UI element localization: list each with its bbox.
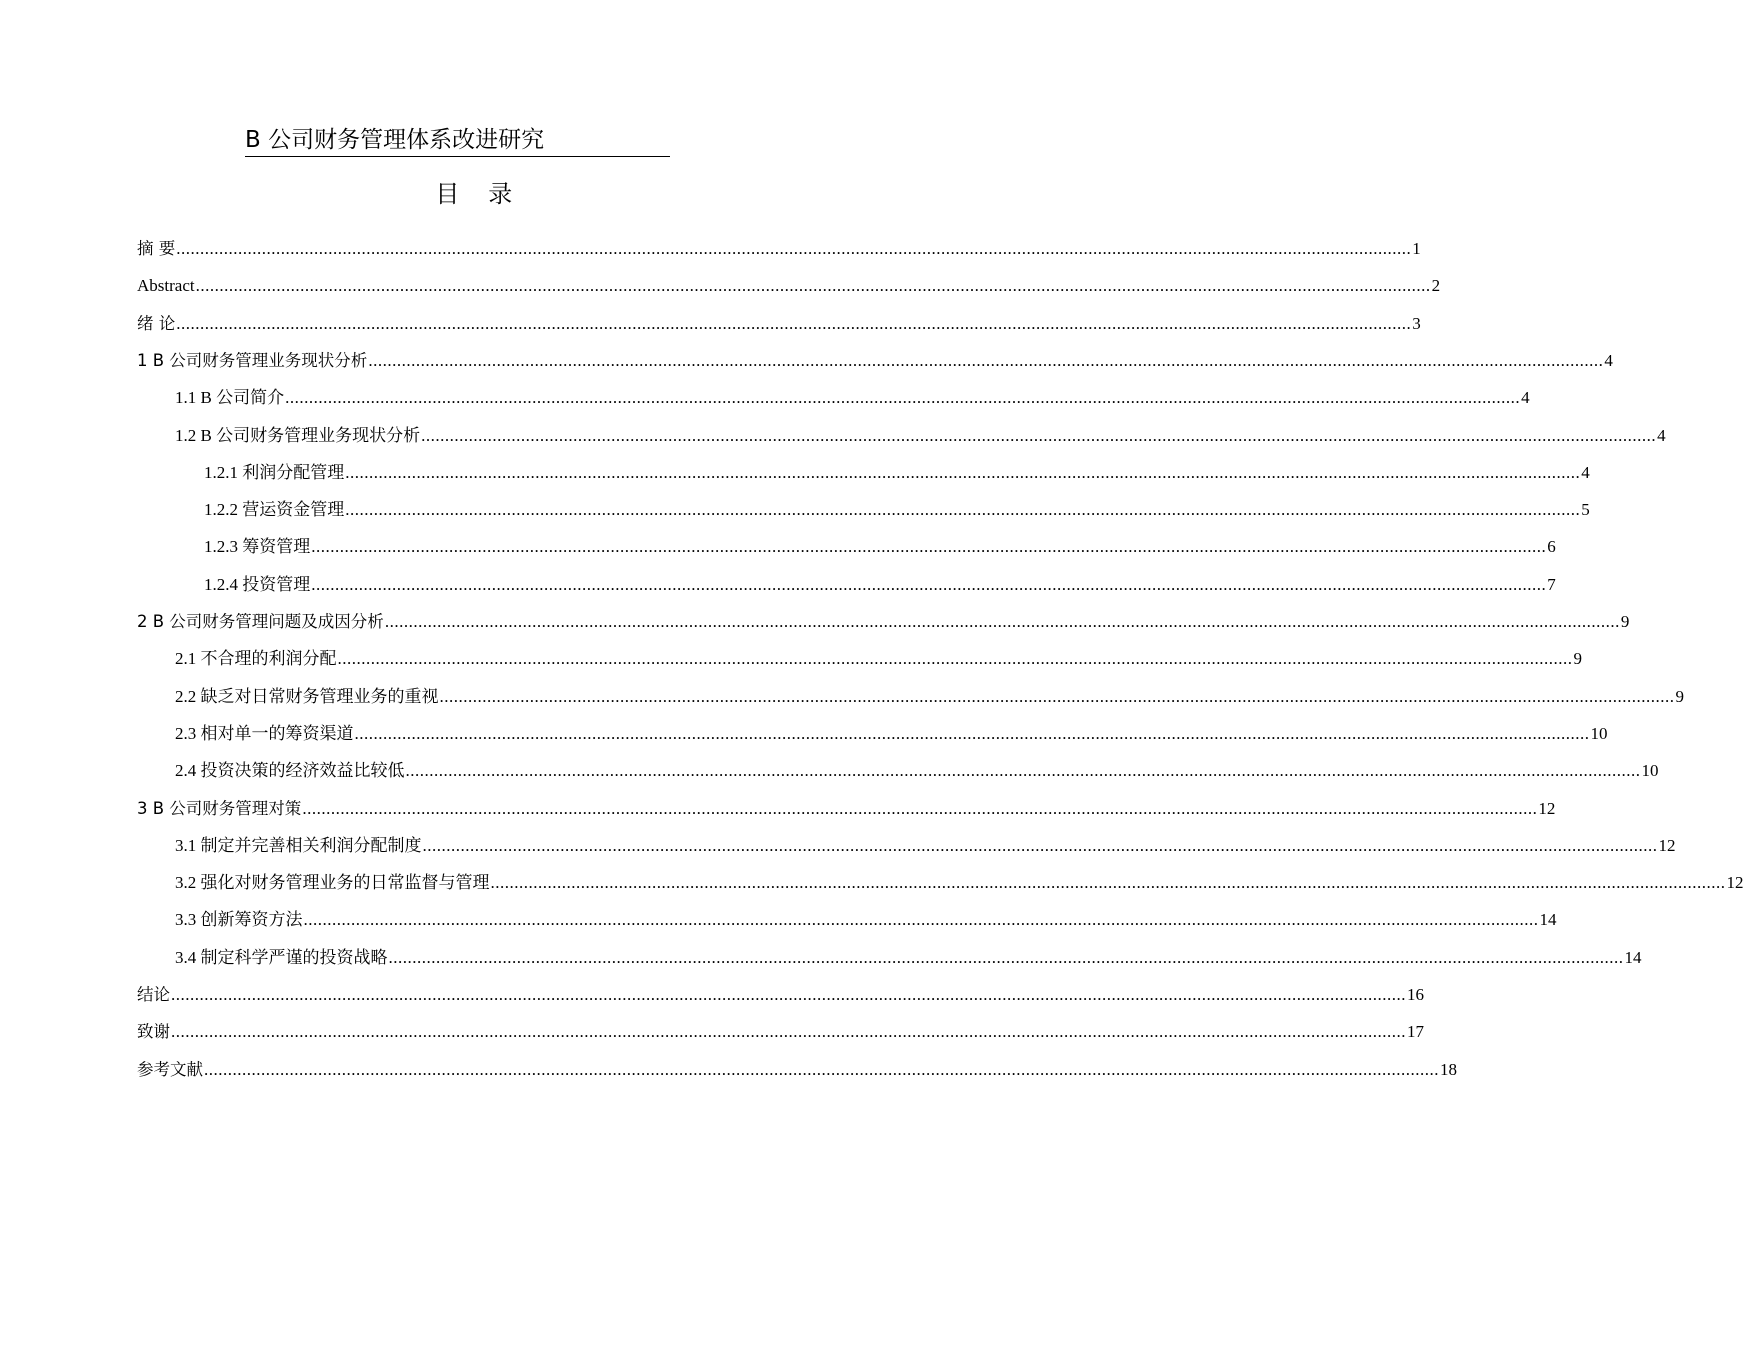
toc-entry-page-number: 12 xyxy=(1726,873,1744,893)
toc-entry-page-number: 10 xyxy=(1641,761,1659,781)
toc-dot-leader: .................................................................................................................................................................................................................................................................... xyxy=(439,686,1675,706)
toc-entry[interactable] xyxy=(175,752,1659,789)
toc-entry-page-number: 1 xyxy=(1412,239,1421,258)
toc-entry-label: 2.2 缺乏对日常财务管理业务的重视 xyxy=(175,686,439,706)
toc-entry-label: 结论 xyxy=(137,985,170,1004)
toc-entry[interactable] xyxy=(137,1051,1457,1088)
toc-entry[interactable] xyxy=(175,678,1684,715)
toc-entry-label: 致谢 xyxy=(137,1022,170,1042)
toc-entry[interactable] xyxy=(137,342,1613,379)
toc-entry[interactable] xyxy=(137,267,1441,304)
toc-dot-leader: .................................................................................................................................................................................................................................................................... xyxy=(171,985,1406,1004)
toc-dot-leader: .................................................................................................................................................................................................................................................................... xyxy=(368,350,1604,370)
toc-dot-leader: .................................................................................................................................................................................................................................................................... xyxy=(345,500,1581,520)
toc-dot-leader: .................................................................................................................................................................................................................................................................... xyxy=(490,873,1726,893)
toc-entry-page-number: 3 xyxy=(1412,313,1421,333)
toc-entry[interactable] xyxy=(204,528,1556,565)
toc-heading: 目 录 xyxy=(435,180,515,208)
toc-dot-leader: .................................................................................................................................................................................................................................................................... xyxy=(345,462,1581,482)
toc-dot-leader: .................................................................................................................................................................................................................................................................... xyxy=(422,835,1658,855)
toc-dot-leader: .................................................................................................................................................................................................................................................................... xyxy=(303,910,1539,930)
toc-entry[interactable] xyxy=(137,976,1424,1013)
toc-dot-leader: .................................................................................................................................................................................................................................................................... xyxy=(421,425,1657,445)
toc-entry[interactable] xyxy=(175,864,1744,901)
toc-entry[interactable] xyxy=(175,417,1666,454)
toc-entry-label: 2.1 不合理的利润分配 xyxy=(175,649,337,669)
toc-entry-label: 1.2.1 利润分配管理 xyxy=(204,462,345,482)
toc-dot-leader: .................................................................................................................................................................................................................................................................... xyxy=(176,313,1412,333)
toc-entry-page-number: 12 xyxy=(1538,798,1556,818)
toc-dot-leader: .................................................................................................................................................................................................................................................................... xyxy=(171,1022,1406,1042)
toc-entry[interactable] xyxy=(175,715,1608,752)
toc-entry[interactable] xyxy=(175,901,1557,938)
toc-entry[interactable] xyxy=(204,566,1556,603)
toc-entry-label: 3.4 制定科学严谨的投资战略 xyxy=(175,947,388,967)
toc-entry[interactable] xyxy=(137,790,1556,827)
toc-entry-page-number: 12 xyxy=(1658,835,1676,855)
toc-dot-leader: .................................................................................................................................................................................................................................................................... xyxy=(388,947,1624,967)
toc-entry-page-number: 4 xyxy=(1521,388,1530,408)
toc-entry-page-number: 5 xyxy=(1581,500,1590,520)
toc-entry-page-number: 9 xyxy=(1620,612,1630,631)
toc-entry-label: 1 B 公司财务管理业务现状分析 xyxy=(137,350,368,370)
toc-entry-page-number: 4 xyxy=(1657,425,1666,445)
toc-entry-page-number: 16 xyxy=(1407,985,1424,1004)
toc-dot-leader: .................................................................................................................................................................................................................................................................... xyxy=(405,761,1641,781)
toc-entry-label: 1.2.4 投资管理 xyxy=(204,574,311,594)
toc-entry-label: 参考文献 xyxy=(137,1059,203,1079)
toc-entry[interactable] xyxy=(137,230,1421,267)
toc-entry-page-number: 17 xyxy=(1407,1022,1424,1042)
toc-entry-page-number: 6 xyxy=(1547,537,1556,557)
toc-dot-leader: .................................................................................................................................................................................................................................................................... xyxy=(311,574,1547,594)
toc-entry-label: 3.2 强化对财务管理业务的日常监督与管理 xyxy=(175,873,490,893)
toc-entry-label: Abstract xyxy=(137,276,195,296)
toc-entry-page-number: 14 xyxy=(1624,947,1642,967)
toc-entry-page-number: 10 xyxy=(1590,723,1608,743)
toc-entry-page-number: 2 xyxy=(1431,276,1441,296)
toc-entry[interactable] xyxy=(175,379,1530,416)
toc-entry[interactable] xyxy=(204,454,1590,491)
toc-dot-leader: .................................................................................................................................................................................................................................................................... xyxy=(302,798,1538,818)
toc-dot-leader: .................................................................................................................................................................................................................................................................... xyxy=(204,1059,1439,1079)
toc-entry-label: 1.1 B 公司简介 xyxy=(175,388,285,408)
toc-dot-leader: .................................................................................................................................................................................................................................................................... xyxy=(384,612,1620,631)
toc-dot-leader: .................................................................................................................................................................................................................................................................... xyxy=(195,276,1431,296)
toc-entry[interactable] xyxy=(137,603,1630,640)
toc-entry[interactable] xyxy=(137,1013,1424,1050)
toc-dot-leader: .................................................................................................................................................................................................................................................................... xyxy=(354,723,1590,743)
toc-entry-label: 1.2 B 公司财务管理业务现状分析 xyxy=(175,425,421,445)
toc-entry-page-number: 14 xyxy=(1539,910,1557,930)
toc-entry-label: 3.3 创新筹资方法 xyxy=(175,910,303,930)
toc-entry[interactable] xyxy=(137,305,1421,342)
toc-entry[interactable] xyxy=(175,827,1676,864)
toc-entry-page-number: 9 xyxy=(1675,686,1684,706)
toc-entry[interactable] xyxy=(175,640,1582,677)
toc-dot-leader: .................................................................................................................................................................................................................................................................... xyxy=(337,649,1573,669)
toc-entry-label: 2 B 公司财务管理问题及成因分析 xyxy=(137,612,384,631)
toc-dot-leader: .................................................................................................................................................................................................................................................................... xyxy=(285,388,1521,408)
toc-dot-leader: .................................................................................................................................................................................................................................................................... xyxy=(176,239,1412,258)
toc-entry-label: 摘 要 xyxy=(137,239,176,258)
toc-entry-label: 3.1 制定并完善相关利润分配制度 xyxy=(175,835,422,855)
toc-entry[interactable] xyxy=(175,939,1642,976)
toc-dot-leader: .................................................................................................................................................................................................................................................................... xyxy=(311,537,1547,557)
toc-entry-page-number: 18 xyxy=(1440,1059,1457,1079)
toc-entry-label: 3 B 公司财务管理对策 xyxy=(137,798,302,818)
toc-entry-label: 2.4 投资决策的经济效益比较低 xyxy=(175,761,405,781)
document-title: B 公司财务管理体系改进研究 xyxy=(245,124,670,157)
toc-entry-page-number: 4 xyxy=(1581,462,1590,482)
toc-entry-label: 1.2.2 营运资金管理 xyxy=(204,500,345,520)
toc-entry-page-number: 7 xyxy=(1547,574,1556,594)
toc-entry-label: 1.2.3 筹资管理 xyxy=(204,537,311,557)
toc-entry-label: 绪 论 xyxy=(137,313,176,333)
toc-entry-page-number: 4 xyxy=(1604,350,1613,370)
toc-entry-label: 2.3 相对单一的筹资渠道 xyxy=(175,723,354,743)
toc-entry-page-number: 9 xyxy=(1573,649,1582,669)
toc-entry[interactable] xyxy=(204,491,1590,528)
